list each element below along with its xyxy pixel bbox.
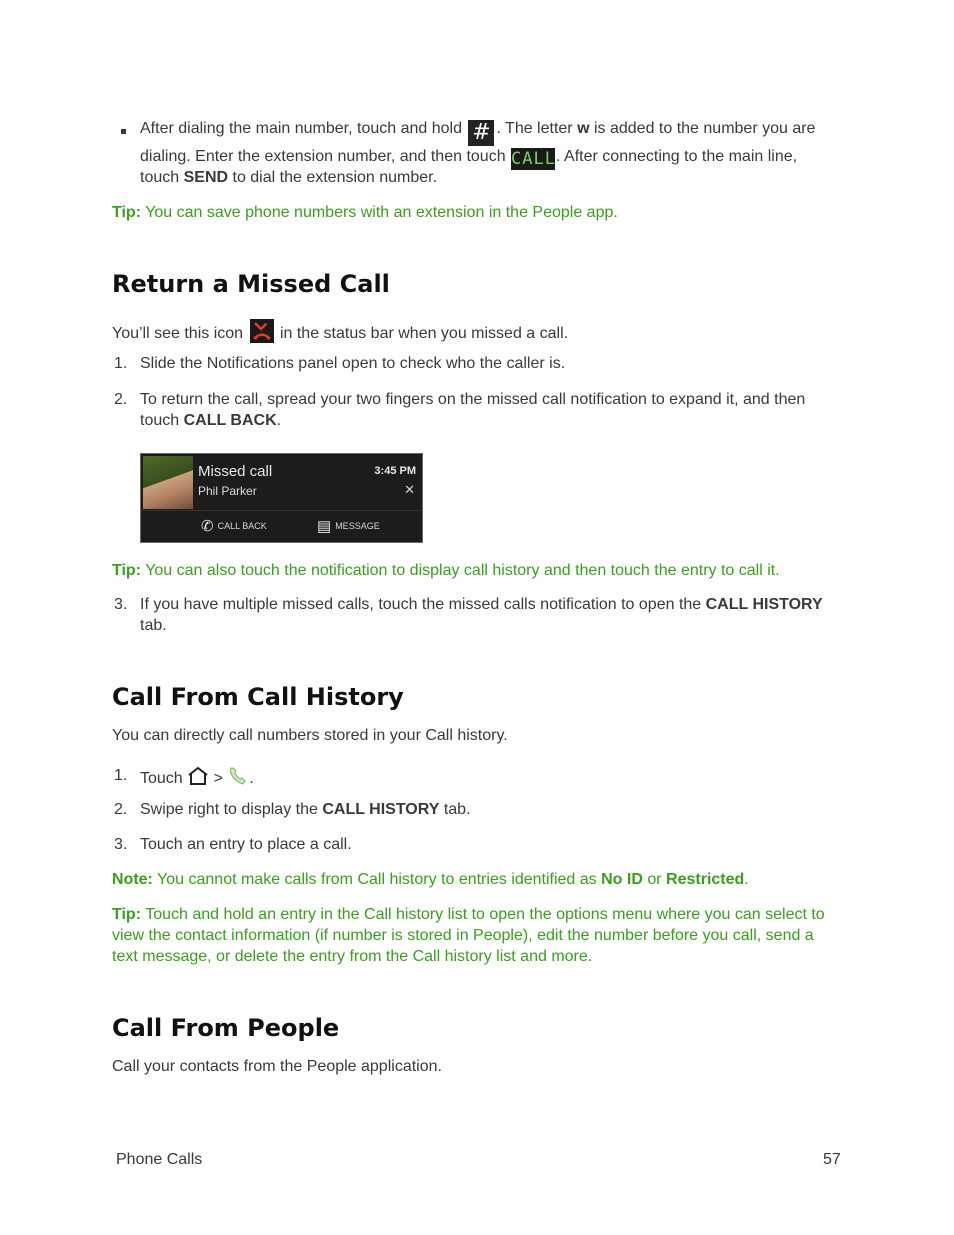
restricted-label: Restricted xyxy=(666,871,745,888)
text: dialing. Enter the extension number, and then touch xyxy=(140,148,506,165)
text: . The letter xyxy=(496,120,578,137)
missed-step-3-line-2: tab. xyxy=(140,617,167,634)
footer-page-number: 57 xyxy=(823,1151,841,1168)
missed-call-small-icon: ✕ xyxy=(404,482,415,497)
phone-icon: ✆ xyxy=(201,518,214,535)
heading-call-from-call-history: Call From Call History xyxy=(112,683,404,711)
tip-options-line-1 xyxy=(112,904,825,925)
heading-call-from-people: Call From People xyxy=(112,1014,340,1042)
call-history-label: CALL HISTORY xyxy=(705,596,823,613)
call-back-label: CALL BACK xyxy=(183,412,277,429)
tip-label: Tip: xyxy=(112,204,142,221)
history-step-1 xyxy=(140,765,254,793)
step-number: 3. xyxy=(114,836,128,853)
no-id-label: No ID xyxy=(601,871,643,888)
heading-return-missed-call: Return a Missed Call xyxy=(112,270,390,298)
notification-title: Missed call xyxy=(198,463,273,480)
notification-time: 3:45 PM xyxy=(374,465,416,477)
missed-step-2-line-1: To return the call, spread your two fingers on the missed call notification to expand it, and then xyxy=(140,391,806,408)
text: After dialing the main number, touch and hold xyxy=(140,120,462,137)
text: to dial the extension number. xyxy=(228,169,438,186)
divider xyxy=(141,510,422,511)
missed-step-2-line-2 xyxy=(140,410,281,431)
step-number: 2. xyxy=(114,391,128,408)
tip-options-line-3: text message, or delete the entry from the Call history list and more. xyxy=(112,948,593,965)
bullet-line-1 xyxy=(140,118,815,146)
footer-section: Phone Calls xyxy=(116,1151,203,1168)
tip-text: Touch and hold an entry in the Call history list to open the options menu where you can select to xyxy=(141,906,825,923)
text: touch xyxy=(140,412,184,429)
bullet-line-3 xyxy=(140,167,437,188)
hash-key-icon: # xyxy=(468,120,494,146)
send-key-label: SEND xyxy=(183,169,229,186)
missed-intro xyxy=(112,319,568,344)
history-step-3: Touch an entry to place a call. xyxy=(140,836,352,853)
text: Swipe right to display the xyxy=(140,801,323,818)
text: touch xyxy=(140,169,184,186)
missed-step-1: Slide the Notifications panel open to check who the caller is. xyxy=(140,355,566,372)
step-number: 2. xyxy=(114,801,128,818)
text: If you have multiple missed calls, touch the missed calls notification to open the xyxy=(140,596,706,613)
text: > xyxy=(209,770,228,788)
message-action xyxy=(317,517,380,535)
phone-app-icon xyxy=(227,765,249,793)
missed-call-notification xyxy=(140,453,423,543)
history-step-2 xyxy=(140,799,471,820)
letter-w: w xyxy=(577,120,590,137)
step-number: 3. xyxy=(114,596,128,613)
message-icon: ▤ xyxy=(317,518,332,535)
home-icon xyxy=(187,766,209,792)
caller-name: Phil Parker xyxy=(198,484,257,498)
call-history-label: CALL HISTORY xyxy=(322,801,440,818)
note-text: You cannot make calls from Call history to entries identified as xyxy=(152,871,602,888)
missed-call-icon xyxy=(250,319,274,343)
message-action-label: MESSAGE xyxy=(335,521,380,531)
text: You’ll see this icon xyxy=(112,325,244,342)
note-label: Note: xyxy=(112,871,153,888)
note-restrictions xyxy=(112,869,749,890)
people-intro: Call your contacts from the People application. xyxy=(112,1058,442,1075)
history-intro: You can directly call numbers stored in your Call history. xyxy=(112,727,508,744)
call-back-action-label: CALL BACK xyxy=(217,521,267,531)
step-number: 1. xyxy=(114,767,128,784)
bullet-marker xyxy=(121,129,126,134)
text: . After connecting to the main line, xyxy=(556,148,798,165)
tip-options-line-2: view the contact information (if number is stored in People), edit the number before you call, send a xyxy=(112,927,814,944)
note-text: or xyxy=(642,871,667,888)
text: . xyxy=(249,770,254,788)
tip-call-history xyxy=(112,560,780,581)
missed-step-3-line-1 xyxy=(140,594,823,615)
tip-text: You can save phone numbers with an extension in the People app. xyxy=(141,204,618,221)
tip-extension xyxy=(112,202,618,223)
text: . xyxy=(276,412,282,429)
text: in the status bar when you missed a call. xyxy=(275,325,569,342)
call-button-icon: CALL xyxy=(511,149,556,169)
text: is added to the number you are xyxy=(589,120,816,137)
call-back-action xyxy=(201,517,267,535)
caller-photo xyxy=(143,456,193,509)
tip-text: You can also touch the notification to display call history and then touch the entry to call it. xyxy=(141,562,780,579)
text: tab. xyxy=(439,801,471,818)
note-text: . xyxy=(744,871,749,888)
tip-label: Tip: xyxy=(112,562,142,579)
text: Touch xyxy=(140,770,183,788)
tip-label: Tip: xyxy=(112,906,142,923)
step-number: 1. xyxy=(114,355,128,372)
